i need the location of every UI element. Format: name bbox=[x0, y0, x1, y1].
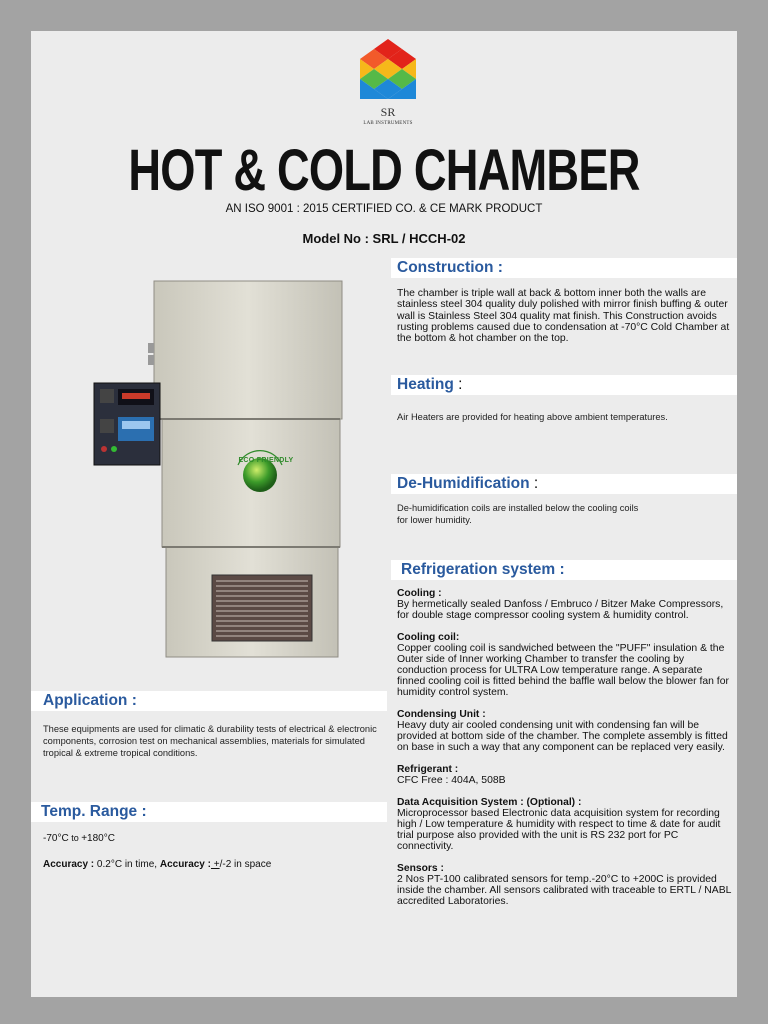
temp-range-heading-bar bbox=[31, 802, 387, 822]
heating-heading-bar bbox=[391, 375, 737, 395]
sensors-text: 2 Nos PT-100 calibrated sensors for temp.-20°C to +200C is provided inside the chamber. All sensors calibrated with traceable to ERTL / NABL accredited Laboratories. bbox=[397, 874, 732, 907]
brochure-page bbox=[31, 31, 737, 997]
heating-text: Air Heaters are provided for heating above ambient temperatures. bbox=[397, 412, 668, 422]
refrigeration-heading-bar bbox=[391, 560, 737, 580]
data-acquisition-title: Data Acquisition System : (Optional) : bbox=[397, 797, 582, 808]
cooling-section bbox=[397, 588, 731, 621]
sensors-title: Sensors : bbox=[397, 863, 444, 874]
temp-range-low: -70°C bbox=[43, 833, 69, 844]
data-acquisition-text: Microprocessor based Electronic data acquisition system for recording high / Low temperature & humidity with respect to time & date for audit trial purpose also provided with the unit is RS 232 port for PC connectivity. bbox=[397, 808, 721, 852]
application-text: These equipments are used for climatic & durability tests of electrical & electronic components, corrosion test on mechanical assemblies, materials for simulated tropical & extreme tropical conditions. bbox=[43, 724, 377, 758]
logo-mark-icon bbox=[356, 39, 420, 105]
condensing-unit-section bbox=[397, 709, 731, 753]
application-heading-bar bbox=[31, 691, 387, 711]
application-heading: Application : bbox=[43, 692, 137, 709]
condensing-unit-text: Heavy duty air cooled condensing unit with condensing fan will be provided at bottom side of the chamber. The complete assembly is fitted on base in such a way that any component can be replaced very easily. bbox=[397, 720, 728, 753]
dehumidification-colon: : bbox=[529, 475, 539, 492]
product-photo bbox=[88, 279, 343, 661]
refrigeration-details bbox=[397, 588, 731, 907]
temp-range-high: +180°C bbox=[81, 833, 115, 844]
dehumidification-heading-bar bbox=[391, 474, 737, 494]
refrigerant-title: Refrigerant : bbox=[397, 764, 459, 775]
construction-text: The chamber is triple wall at back & bottom inner both the walls are stainless steel 304 quality duly polished with mirror finish buffing & outer wall is Stainless Steel 304 quality mat finish. This Construction avoids rusting problems caused due to condensation at -70°C Cold Chamber at the bottom & hot chamber on the top. bbox=[397, 288, 730, 345]
heating-colon: : bbox=[453, 376, 463, 393]
accuracy-label-time: Accuracy : bbox=[43, 859, 95, 870]
temp-range-heading: Temp. Range : bbox=[41, 803, 147, 820]
dehumidification-line-2: for lower humidity. bbox=[397, 515, 472, 525]
sensors-section bbox=[397, 863, 731, 907]
cooling-title: Cooling : bbox=[397, 588, 442, 599]
cooling-coil-title: Cooling coil: bbox=[397, 632, 460, 643]
cooling-coil-section bbox=[397, 632, 731, 698]
logo-tagline: LAB INSTRUMENTS bbox=[363, 121, 413, 126]
condensing-unit-title: Condensing Unit : bbox=[397, 709, 486, 720]
accuracy-value-time: 0.2°C in time, bbox=[94, 859, 160, 870]
accuracy-value-space: /-2 in space bbox=[219, 859, 272, 870]
company-logo bbox=[356, 39, 420, 129]
page-title: HOT & COLD CHAMBER bbox=[128, 138, 640, 203]
data-acquisition-section bbox=[397, 797, 731, 852]
dehumidification-line-1: De-humidification coils are installed below the cooling coils bbox=[397, 503, 639, 513]
construction-heading: Construction : bbox=[397, 259, 503, 276]
accuracy-value-space-sign: + bbox=[210, 859, 220, 870]
refrigerant-text: CFC Free : 404A, 508B bbox=[397, 775, 506, 786]
chamber-illustration bbox=[88, 279, 343, 661]
certification-subtitle: AN ISO 9001 : 2015 CERTIFIED CO. & CE MARK PRODUCT bbox=[225, 203, 543, 215]
refrigerant-section bbox=[397, 764, 731, 786]
temp-range-to: to bbox=[68, 833, 82, 843]
accuracy-line bbox=[43, 859, 387, 870]
refrigeration-heading: Refrigeration system : bbox=[401, 561, 565, 578]
dehumidification-text bbox=[397, 502, 737, 526]
construction-heading-bar bbox=[391, 258, 737, 278]
cooling-coil-text: Copper cooling coil is sandwiched between the "PUFF" insulation & the Outer side of Inner working Chamber to transfer the cooling by conduction process for ULTRA Low temperature range. A separate finned cooling coil is fitted behind the baffle wall below the blower fan for humidity control system. bbox=[397, 643, 729, 698]
cooling-text: By hermetically sealed Danfoss / Embruco / Bitzer Make Compressors, for double stage compressor cooling system & humidity control. bbox=[397, 599, 724, 621]
eco-friendly-badge: ECO FRIENDLY bbox=[238, 457, 294, 464]
accuracy-label-space: Accuracy : bbox=[159, 859, 211, 870]
temp-range-value bbox=[43, 833, 387, 844]
dehumidification-heading: De-Humidification bbox=[397, 475, 530, 492]
logo-initials: SR bbox=[380, 105, 396, 119]
model-number: Model No : SRL / HCCH-02 bbox=[302, 231, 466, 246]
heating-heading: Heating bbox=[397, 376, 454, 393]
